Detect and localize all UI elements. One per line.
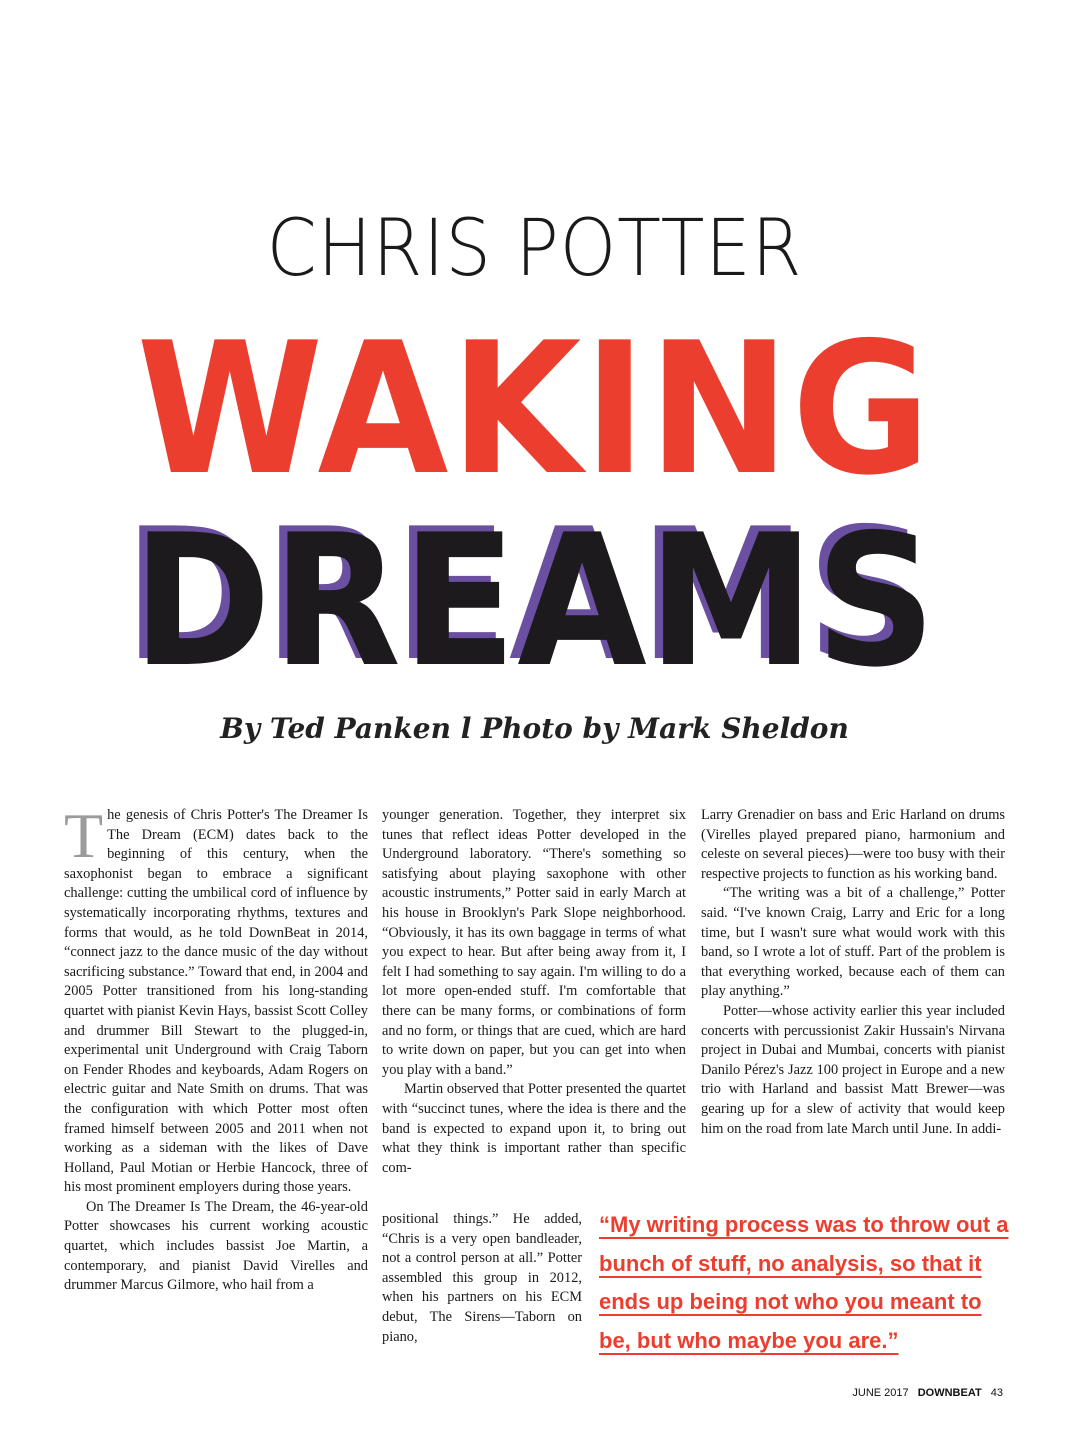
issue-date: JUNE 2017 — [852, 1387, 909, 1399]
paragraph: Potter—whose activity earlier this year included concerts with percussionist Zakir Hussain's Nirvana project in Dubai and Mumbai, concerts with pianist Danilo Pérez's Jazz 100 project in Europe and a new trio with Harland and bassist Matt Brewer—was gearing up for a slew of activity that would keep him on the road from late March until June. In addi- — [701, 1002, 1005, 1137]
paragraph: Martin observed that Potter presented the quartet with “succinct tunes, where the idea is there and the band is expected to expand upon it, to bring out what they think is important rather than specific com- — [382, 1081, 686, 1176]
article-kicker: CHRIS POTTER — [266, 204, 803, 294]
article-column-2-continued — [382, 1210, 582, 1347]
byline: By Ted Panken l Photo by Mark Sheldon — [220, 712, 849, 745]
paragraph: The genesis of Chris Potter's The Dreamer Is The Dream (ECM) dates back to the beginning of this century, when the saxophonist began to embrace a significant challenge: cutting the umbilical cord of influence by systematically incorporating rhythms, textures and forms that would, as he told DownBeat in 2014, “connect jazz to the dance music of the day without sacrificing substance.” Toward that end, in 2004 and 2005 Potter transitioned from his long-standing quartet with pianist Kevin Hays, bassist Scott Colley and drummer Bill Stewart to the plugged-in, experimental unit Underground with Craig Taborn on Fender Rhodes and keyboards, Adam Rogers on electric guitar and Nate Smith on drums. That was the configuration with which Potter most often framed himself between 2005 and 2011 when not working as a sideman with the likes of Dave Holland, Paul Motian or Herbie Hancock, three of his most prominent employers during those years. — [64, 800, 368, 1196]
paragraph: “The writing was a bit of a challenge,” Potter said. “I've known Craig, Larry and Eric for a long time, but I wasn't sure what would work with this band, so I wrote a lot of stuff. Part of the problem is that everything worked, because each of them can play anything.” — [701, 885, 1005, 1000]
paragraph: positional things.” He added, “Chris is a very open bandleader, not a control person at all.” Potter assembled this group in 2012, when his partners on his ECM debut, The Sirens—Taborn on piano, — [382, 1211, 582, 1345]
paragraph: Larry Grenadier on bass and Eric Harland on drums (Virelles played prepared piano, harmonium and celeste on several pieces)—were too busy with their respective projects to function as his working band. — [701, 807, 1005, 882]
headline-dreams: DREAMS — [132, 495, 937, 707]
drop-cap: T — [64, 800, 104, 871]
article-column-2 — [382, 806, 686, 1178]
paragraph: younger generation. Together, they interpret six tunes that reflect ideas Potter developed in the Underground laboratory. “There's something so satisfying about playing saxophone with other acoustic instruments,” Potter said in early March at his house in Brooklyn's Park Slope neighborhood. “Obviously, it has its own baggage in terms of what you expect to hear. But after being away from it, I felt I had something to say again. I'm willing to do a lot more open-ended stuff. I'm comfortable that there can be many forms, or combinations of form and no form, or things that are cued, which are hard to write down on paper, but you can get into when you play with a band.” — [382, 807, 686, 1078]
paragraph: On The Dreamer Is The Dream, the 46-year-old Potter showcases his current working acoustic quartet, which includes bassist Joe Martin, a contemporary, and pianist David Virelles and drummer Marcus Gilmore, who hail from a — [64, 1198, 368, 1294]
article-column-1 — [64, 800, 368, 1296]
page-folio — [852, 1387, 1003, 1399]
pull-quote: “My writing process was to throw out a bunch of stuff, no analysis, so that it ends up being not who you meant to be, but who maybe you are.” — [599, 1212, 1009, 1353]
magazine-name: DOWNBEAT — [917, 1387, 982, 1399]
article-column-3 — [701, 806, 1005, 1139]
page-number: 43 — [990, 1387, 1003, 1399]
headline-waking: WAKING — [136, 303, 933, 515]
